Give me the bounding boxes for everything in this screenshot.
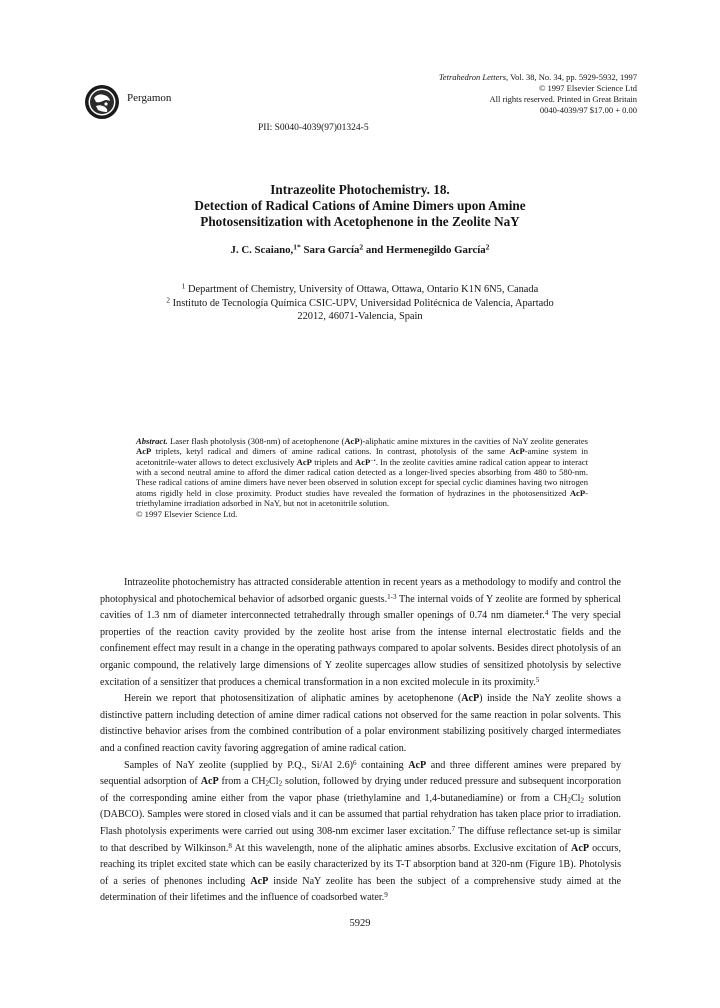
abstract-text: Laser flash photolysis (308-nm) of acetophenone (: [167, 436, 345, 446]
citation-ref: 5: [535, 675, 540, 684]
citation-ref: 1-3: [387, 592, 397, 601]
paragraph-text: Intrazeolite photochemistry has attracted considerable attention in recent years as a methodology to modify and control the photophysical and photochemical behavior of adsorbed organic guests.: [100, 577, 621, 605]
subscript: 2: [278, 779, 283, 788]
pii-identifier: PII: S0040-4039(97)01324-5: [258, 123, 369, 133]
journal-name: Tetrahedron Letters: [438, 72, 507, 82]
subscript: 2: [567, 796, 571, 805]
abstract-text: . In the zeolite cavities amine radical cation appear to interact with a second neutral amine to afford the dimer radical cation detected as a longer-lived species absorbing from 480 to 580-nm. These radical cations of amine dimers have never been observed in solution except for special cyclic diamines having two nitrogen atoms rigidly held in close proximity. Product studies have revealed the formation of hydrazines in the photosensitized: [136, 456, 588, 498]
author-name: J. C. Scaiano,: [230, 244, 294, 256]
compound-acp-anion: AcP: [354, 456, 371, 467]
article-title: [0, 182, 720, 230]
paragraph-text: solution (DABCO). Samples were stored in closed vials and it can be assumed that partial rehydration has taken place prior to irradiation. Flash photolysis experiments were carried out using 308-nm excimer laser excitation.: [100, 792, 621, 837]
subscript: 2: [580, 796, 585, 805]
affiliation-2: [0, 297, 720, 311]
paragraph-2: [100, 691, 621, 757]
paragraph-text: occurs, reaching its triplet excited state which can be easily characterized by its T-T absorption band at 320-nm (Figure 1B). Photolysis of a series of phenones including: [100, 842, 621, 887]
paragraph-text: Cl: [269, 776, 279, 788]
title-line-3: Photosensitization with Acetophenone in the Zeolite NaY: [200, 214, 520, 229]
abstract-text: -triethylamine irradiation adsorbed in NaY, but not in acetonitrile solution.: [136, 487, 588, 509]
author-conjunction: and: [365, 244, 384, 256]
journal-citation-line: [439, 72, 637, 83]
paragraph-text: The very special properties of the reaction cavity provided by the zeolite host arise from the intense internal electrostatic fields and the confinement effect may result in a change in the operating pathways compared to apolar solvents. Besides direct photolysis of an organic compound, the relatively large dimensions of Y zeolite supercages allow studies of sensitized photolysis by selective excitation of a sensitizer that produces a chemical transformation in a non excited molecule in its proximity.: [100, 610, 622, 688]
paragraph-text: and three different amines were prepared by sequential adsorption of: [100, 759, 622, 788]
page-number: 5929: [349, 918, 371, 929]
anion-radical-mark: −•: [370, 457, 376, 464]
paragraph-text: Cl: [570, 792, 581, 804]
rights-line: All rights reserved. Printed in Great Britain: [489, 94, 637, 104]
paragraph-text: Samples of NaY zeolite (supplied by P.Q., Si/Al 2.6): [124, 759, 353, 771]
paragraph-text: At this wavelength, none of the aliphatic amines absorbs. Exclusive excitation of: [231, 842, 572, 854]
compound-acp: AcP: [344, 436, 360, 446]
paragraph-text: Herein we report that photosensitization of aliphatic amines by acetophenone (: [124, 693, 462, 705]
paragraph-1: [100, 575, 621, 691]
citation-ref: 9: [384, 891, 388, 900]
author-list: [0, 244, 720, 256]
compound-acp: AcP: [509, 446, 525, 457]
paragraph-text: containing: [356, 759, 409, 771]
compound-acp: AcP: [461, 693, 480, 705]
citation-ref: 6: [352, 758, 357, 767]
paragraph-text: The internal voids of Y zeolite are formed by spherical cavities of 1.3 nm of diameter interconnected tetrahedrally through smaller openings of 0.74 nm diameter.: [100, 593, 621, 622]
abstract-lead: Abstract.: [136, 436, 168, 446]
affiliation-1: [0, 283, 720, 297]
affiliations: [0, 283, 720, 324]
abstract-text: -amine system in acetonitrile-water allows to detect exclusively: [136, 446, 588, 467]
price-line: 0040-4039/97 $17.00 + 0.00: [539, 105, 637, 115]
author-name: Hermenegildo García: [386, 244, 486, 256]
compound-acp: AcP: [571, 842, 589, 854]
compound-acp: AcP: [250, 875, 269, 887]
compound-acp: AcP: [296, 456, 312, 467]
paragraph-text: inside NaY zeolite has been the subject of a comprehensive study aimed at the determination of their lifetimes and the influence of coadsorbed water.: [100, 875, 622, 904]
subscript: 2: [265, 779, 270, 788]
paragraph-text: The diffuse reflectance set-up is similar to that described by Wilkinson.: [100, 825, 621, 854]
citation-ref: 4: [544, 609, 549, 618]
author-affil-mark: 1*: [293, 242, 301, 252]
compound-acp: AcP: [569, 487, 586, 498]
compound-acp: AcP: [136, 446, 152, 457]
pergamon-globe-logo: [84, 84, 120, 120]
title-line-2: Detection of Radical Cations of Amine Dimers upon Amine: [194, 198, 526, 213]
abstract-copyright: © 1997 Elsevier Science Ltd.: [136, 509, 238, 520]
author-name: Sara García: [303, 244, 360, 256]
affiliation-number: 1: [181, 282, 186, 291]
paragraph-3: [100, 758, 621, 907]
affiliation-number: 2: [166, 296, 170, 305]
abstract: [136, 436, 588, 520]
compound-acp: AcP: [408, 759, 427, 771]
citation-ref: 7: [451, 824, 456, 833]
affiliation-text: Department of Chemistry, University of Ottawa, Ottawa, Ontario K1N 6N5, Canada: [188, 284, 539, 295]
copyright-line: © 1997 Elsevier Science Ltd: [538, 83, 637, 93]
citation-ref: 8: [228, 841, 232, 850]
affiliation-text: Instituto de Tecnología Química CSIC-UPV, Universidad Politécnica de Valencia, Apartado: [172, 297, 554, 309]
body-text: [100, 575, 621, 907]
abstract-text: triplets and: [311, 456, 355, 467]
compound-acp: AcP: [200, 776, 219, 788]
author-affil-mark: 2: [485, 242, 490, 252]
paragraph-text: from a CH: [218, 776, 266, 788]
pergamon-globe-icon: [84, 84, 120, 120]
abstract-text: )-aliphatic amine mixtures in the cavities of NaY zeolite generates: [359, 436, 588, 446]
affiliation-2-cont: 22012, 46071-Valencia, Spain: [297, 311, 423, 322]
author-affil-mark: 2: [359, 242, 364, 252]
publisher-name: Pergamon: [127, 92, 172, 104]
title-line-1: Intrazeolite Photochemistry. 18.: [270, 182, 450, 197]
journal-citation: , Vol. 38, No. 34, pp. 5929-5932, 1997: [506, 72, 637, 82]
journal-info: [439, 72, 637, 116]
abstract-text: triplets, ketyl radical and dimers of amine radical cations. In contrast, photolysis of the same: [151, 446, 510, 457]
paragraph-text: ) inside the NaY zeolite shows a distinctive pattern including detection of amine dimer radical cations not observed for the same reaction in polar solvents. This distinctive behavior arises from the combined contribution of a polar environment stabilizing positively charged intermediates and a confined reaction cavity favoring aggregation of amine radical cation.: [100, 693, 621, 754]
paragraph-text: solution, followed by drying under reduced pressure and subsequent incorporation of the corresponding amine either from the vapor phase (triethylamine and 1,4-butanediamine) or from a CH: [100, 776, 621, 804]
